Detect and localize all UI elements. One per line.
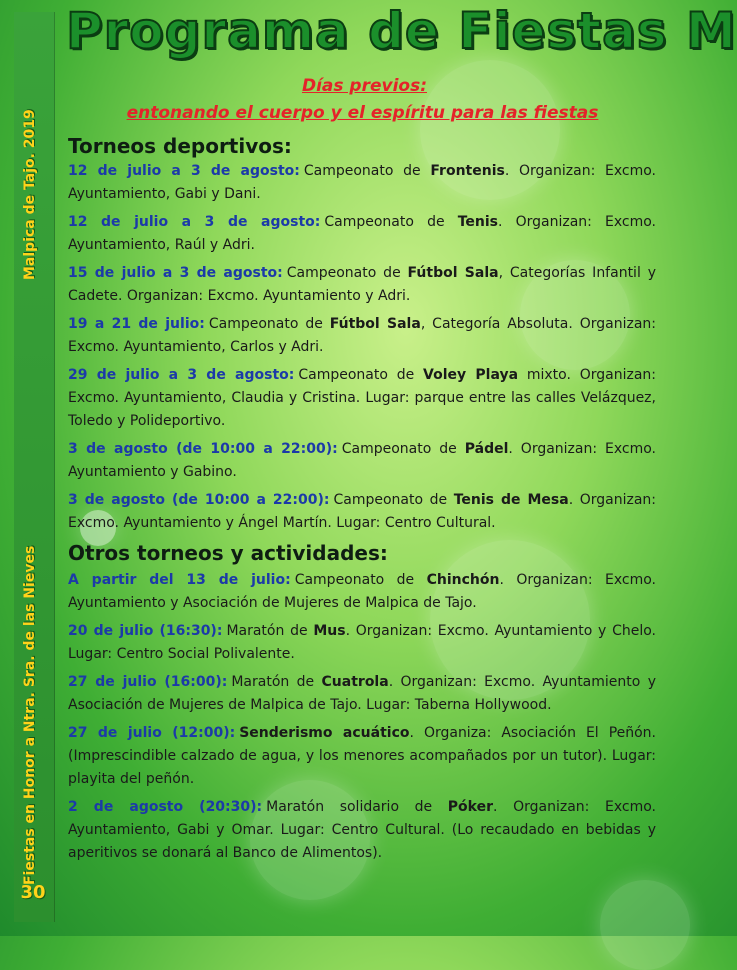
entry-event: Mus bbox=[313, 623, 346, 639]
list-item bbox=[68, 489, 656, 535]
entry-text: Maratón de bbox=[226, 623, 314, 639]
list-item bbox=[68, 364, 656, 433]
entry-event: Pádel bbox=[464, 441, 509, 457]
entry-text: Campeonato de bbox=[294, 572, 427, 588]
entry-date: 3 de agosto (de 10:00 a 22:00): bbox=[68, 441, 338, 457]
list-item bbox=[68, 160, 656, 206]
entry-event: Tenis bbox=[457, 214, 499, 230]
entry-text: Campeonato de bbox=[208, 316, 330, 332]
entry-details: . Organizan: Excmo. Ayuntamiento y Asociación de Mujeres de Malpica de Tajo. bbox=[68, 572, 656, 611]
entry-gap bbox=[68, 865, 656, 870]
entry-date: 19 a 21 de julio: bbox=[68, 316, 205, 332]
entry-event: Senderismo acuático bbox=[239, 725, 410, 741]
list-item bbox=[68, 722, 656, 791]
sports-list bbox=[68, 160, 656, 540]
entry-details: , Categorías Infantil y Cadete. Organizan: Excmo. Ayuntamiento y Adri. bbox=[68, 265, 656, 304]
activities-list bbox=[68, 569, 656, 870]
sidebar bbox=[0, 0, 56, 936]
entry-event: Fútbol Sala bbox=[329, 316, 421, 332]
section-heading-other: Otros torneos y actividades: bbox=[68, 541, 388, 565]
list-item bbox=[68, 569, 656, 615]
entry-text: Campeonato de bbox=[333, 492, 454, 508]
entry-details: . Organizan: Excmo. Ayuntamiento y Asociación de Mujeres de Malpica de Tajo. Lugar: Taberna Hollywood. bbox=[68, 674, 656, 713]
entry-text: Campeonato de bbox=[324, 214, 458, 230]
entry-date: 15 de julio a 3 de agosto: bbox=[68, 265, 283, 281]
entry-details: . Organizan: Excmo. Ayuntamiento y Gabino. bbox=[68, 441, 657, 480]
list-item bbox=[68, 438, 656, 484]
page-number: 30 bbox=[20, 882, 46, 903]
list-item bbox=[68, 796, 656, 865]
entry-event: Cuatrola bbox=[321, 674, 389, 690]
entry-event: Chinchón bbox=[426, 572, 500, 588]
entry-text: Campeonato de bbox=[341, 441, 465, 457]
entry-event: Póker bbox=[447, 799, 494, 815]
sidebar-town-year: Malpica de Tajo. 2019 bbox=[22, 109, 38, 280]
entry-date: 2 de agosto (20:30): bbox=[68, 799, 263, 815]
entry-date: 12 de julio a 3 de agosto: bbox=[68, 163, 300, 179]
entry-text: Maratón de bbox=[231, 674, 322, 690]
list-item bbox=[68, 262, 656, 308]
entry-details: . Organiza: Asociación El Peñón. (Imprescindible calzado de agua, y los menores acompañados por un tutor). Lugar: playita del peñón. bbox=[68, 725, 657, 787]
entry-text: Maratón solidario de bbox=[266, 799, 448, 815]
list-item bbox=[68, 671, 656, 717]
entry-details: . Organizan: Excmo. Ayuntamiento, Gabi y Omar. Lugar: Centro Cultural. (Lo recaudado en bebidas y aperitivos se donará al Banco de Alimentos). bbox=[68, 799, 657, 861]
entry-date: 29 de julio a 3 de agosto: bbox=[68, 367, 295, 383]
entry-date: 20 de julio (16:30): bbox=[68, 623, 223, 639]
sidebar-festival-name: Fiestas en Honor a Ntra. Sra. de las Nieves bbox=[22, 545, 38, 885]
list-item bbox=[68, 211, 656, 257]
entry-details: . Organizan: Excmo. Ayuntamiento y Ángel Martín. Lugar: Centro Cultural. bbox=[68, 492, 657, 531]
entry-date: 3 de agosto (de 10:00 a 22:00): bbox=[68, 492, 330, 508]
list-item bbox=[68, 620, 656, 666]
subtitle-days-before: Días previos: bbox=[301, 76, 428, 96]
entry-event: Voley Playa bbox=[423, 367, 519, 383]
entry-details: . Organizan: Excmo. Ayuntamiento, Gabi y Dani. bbox=[68, 163, 656, 202]
entry-event: Fútbol Sala bbox=[407, 265, 499, 281]
entry-date: A partir del 13 de julio: bbox=[68, 572, 291, 588]
entry-details: , Categoría Absoluta. Organizan: Excmo. Ayuntamiento, Carlos y Adri. bbox=[68, 316, 656, 355]
page-title: Programa de Fiestas M bbox=[66, 2, 737, 60]
entry-details: mixto. Organizan: Excmo. Ayuntamiento, Claudia y Cristina. Lugar: parque entre las calles Velázquez, Toledo y Polideportivo. bbox=[68, 367, 656, 429]
entry-event: Frontenis bbox=[430, 163, 505, 179]
entry-event: Tenis de Mesa bbox=[453, 492, 569, 508]
entry-details: . Organizan: Excmo. Ayuntamiento, Raúl y Adri. bbox=[68, 214, 656, 253]
entry-date: 27 de julio (16:00): bbox=[68, 674, 228, 690]
entry-date: 27 de julio (12:00): bbox=[68, 725, 236, 741]
entry-text: Campeonato de bbox=[303, 163, 431, 179]
entry-text: Campeonato de bbox=[298, 367, 424, 383]
entry-gap bbox=[68, 535, 656, 540]
entry-details: . Organizan: Excmo. Ayuntamiento y Chelo. Lugar: Centro Social Polivalente. bbox=[68, 623, 656, 662]
entry-date: 12 de julio a 3 de agosto: bbox=[68, 214, 321, 230]
section-heading-sports: Torneos deportivos: bbox=[68, 134, 292, 158]
entry-text: Campeonato de bbox=[286, 265, 408, 281]
bokeh-decoration bbox=[600, 880, 690, 970]
list-item bbox=[68, 313, 656, 359]
subtitle-tagline: entonando el cuerpo y el espíritu para las fiestas bbox=[126, 103, 599, 123]
